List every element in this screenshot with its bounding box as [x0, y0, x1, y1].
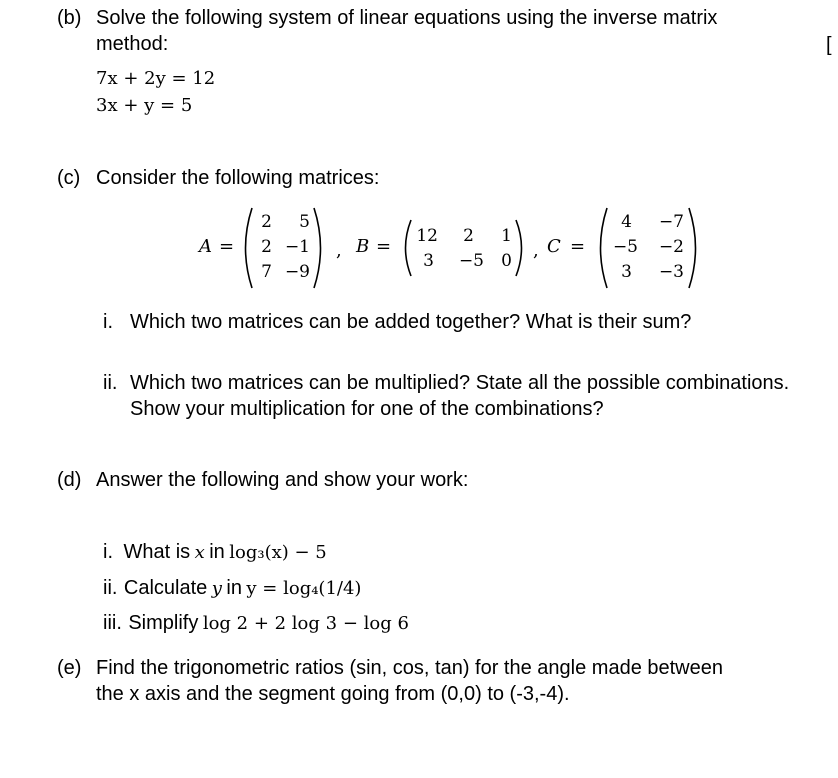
part-d-intro: Answer the following and show your work:	[96, 469, 469, 491]
part-d-q2-expr: y = log₄(1/4)	[246, 578, 362, 599]
matrix-c-equals: =	[570, 236, 586, 257]
matrix-a-cell: 2	[261, 212, 272, 232]
part-c-q2-line1: Which two matrices can be multiplied? State all the possible combinations.	[130, 372, 790, 394]
part-c-q2-line2: Show your multiplication for one of the combinations?	[130, 398, 604, 420]
matrix-c-cell: −7	[658, 212, 684, 232]
part-d-q3-label: iii.	[103, 612, 122, 634]
matrix-a-cell: 5	[299, 212, 310, 232]
part-c-q2-label: ii.	[103, 372, 118, 394]
matrix-b-name: B	[356, 236, 370, 257]
part-d-label: (d)	[57, 469, 82, 491]
matrix-a-cell: 7	[261, 262, 272, 282]
matrix-b-cell: 0	[501, 251, 512, 271]
matrix-c-cell: 3	[621, 262, 632, 282]
part-d-q3-text: Simplify	[128, 612, 199, 634]
part-c-q1-label: i.	[103, 311, 113, 333]
matrix-a-cell: −9	[284, 262, 310, 282]
matrix-a-name: A	[199, 236, 212, 257]
part-c-intro: Consider the following matrices:	[96, 167, 380, 189]
matrix-c-cell: 4	[621, 212, 632, 232]
matrix-c-cell: −3	[658, 262, 684, 282]
margin-mark: [	[826, 34, 832, 56]
matrix-a-cell: −1	[284, 237, 310, 257]
part-c-label: (c)	[57, 167, 81, 189]
part-d-q3-expr: log 2 + 2 log 3 − log 6	[202, 613, 409, 634]
matrix-a-right-paren	[311, 206, 329, 290]
matrix-b-right-paren	[513, 218, 529, 278]
part-d-q1-text: What is	[123, 541, 191, 563]
part-e-line2: the x axis and the segment going from (0,0) to (-3,-4).	[96, 683, 570, 705]
part-d-q1-expr: log₃(x) − 5	[229, 542, 327, 563]
part-d-q1	[103, 539, 327, 565]
part-d-q2-var: y	[211, 578, 222, 599]
matrix-b-cell: 2	[463, 226, 474, 246]
matrix-b-cell: −5	[458, 251, 484, 271]
matrix-a-cell: 2	[261, 237, 272, 257]
part-d-q1-label: i.	[103, 541, 113, 563]
part-e-line1: Find the trigonometric ratios (sin, cos, tan) for the angle made between	[96, 657, 723, 679]
matrix-b-cell: 12	[416, 226, 438, 246]
part-b-question-line1: Solve the following system of linear equations using the inverse matrix	[96, 7, 718, 29]
part-e-label: (e)	[57, 657, 82, 679]
part-d-q2	[103, 575, 361, 601]
matrix-c-cell: −5	[612, 237, 638, 257]
part-d-q2-label: ii.	[103, 577, 118, 599]
matrix-b-cell: 1	[501, 226, 512, 246]
part-b-question-line2: method:	[96, 33, 169, 55]
part-d-q3	[103, 610, 409, 636]
matrix-a-comma: ,	[336, 240, 342, 261]
part-d-q2-in: in	[226, 577, 242, 599]
part-d-q1-var: x	[194, 542, 205, 563]
matrix-b-comma: ,	[533, 240, 539, 261]
part-d-q2-text: Calculate	[123, 577, 208, 599]
part-b-label: (b)	[57, 7, 82, 29]
matrix-c-name: C	[547, 236, 561, 257]
matrix-b-cell: 3	[423, 251, 434, 271]
equation-2: 3x + y = 5	[96, 95, 193, 116]
matrix-c-right-paren	[686, 206, 704, 290]
part-d-q1-in: in	[209, 541, 225, 563]
equation-1: 7x + 2y = 12	[96, 68, 216, 89]
matrix-c-cell: −2	[658, 237, 684, 257]
matrix-a-equals: =	[219, 236, 235, 257]
matrix-b-equals: =	[376, 236, 392, 257]
part-c-q1: Which two matrices can be added together? What is their sum?	[130, 311, 692, 333]
